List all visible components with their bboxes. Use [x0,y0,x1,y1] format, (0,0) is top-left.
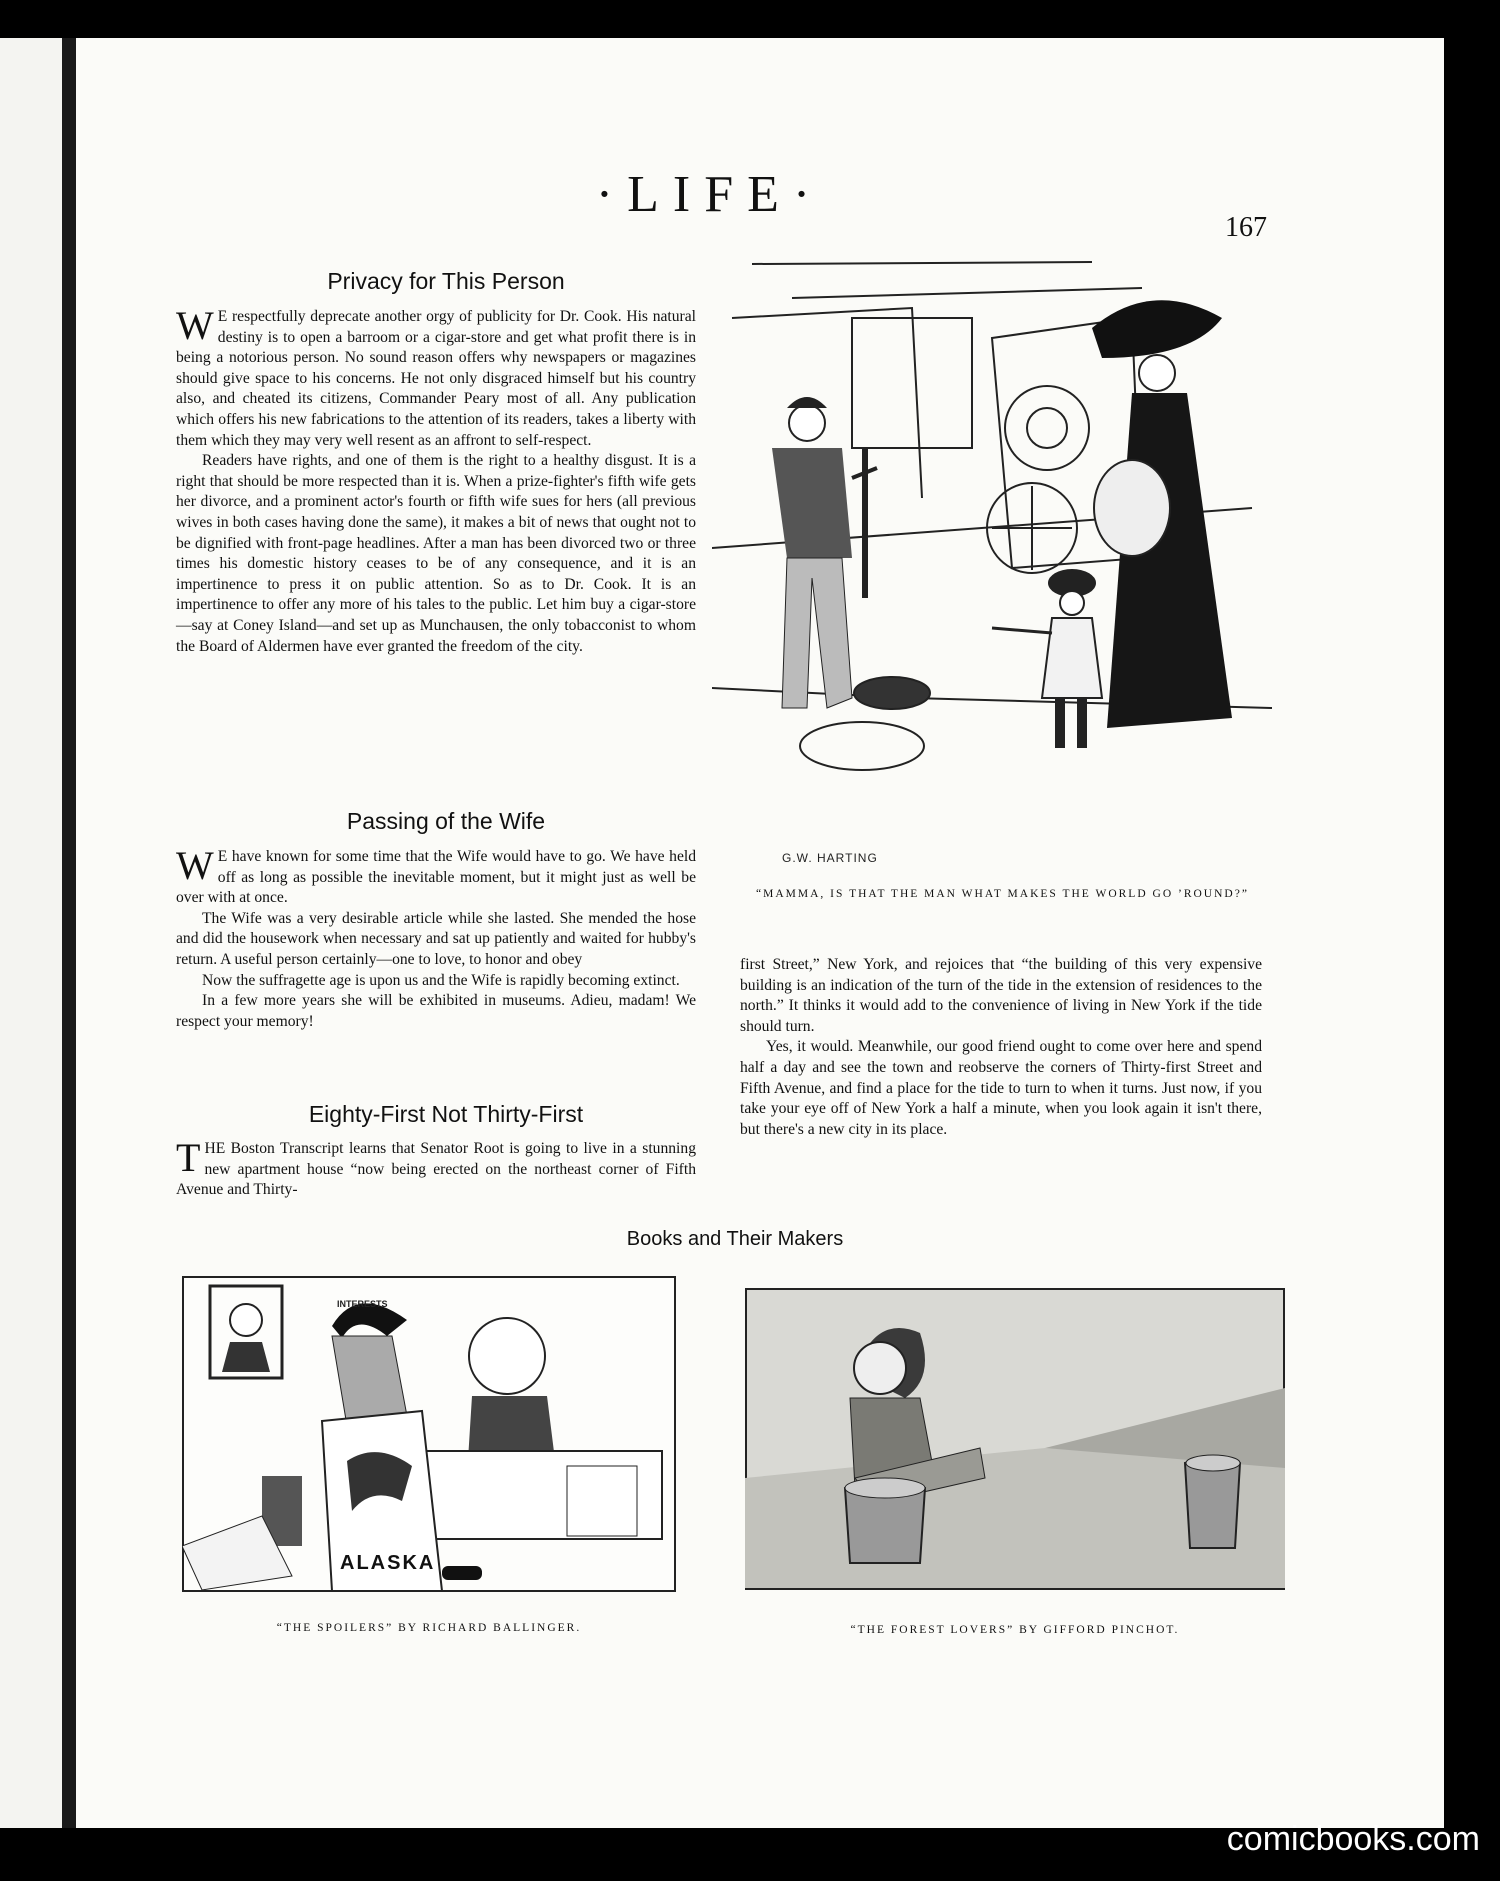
book-spine [62,38,76,1828]
paragraph: E respectfully deprecate another orgy of publicity for Dr. Cook. His natural destiny is to open a barroom or a cigar-store and get what profit there is in being a notorious person. No sound reason offers why newspapers or magazines should give space to his concerns. He not only disgraced himself but his country also, and cheated its citizens, Commander Peary most of all. Any publication which offers his new fabrications to the attention of its readers, takes a liberty with them which they may very well resent as an affront to self-respect. [176,308,696,449]
article-title-wife: Passing of the Wife [346,808,546,834]
article-title-eighty-first: Eighty-First Not Thirty-First [308,1101,584,1127]
facing-page-edge [0,38,62,1828]
article-title-privacy: Privacy for This Person [327,268,565,294]
paragraph: In a few more years she will be exhibited in museums. Adieu, madam! We respect your memory! [176,992,696,1030]
paragraph: HE Boston Transcript learns that Senator Root is going to live in a stunning new apartment house “now being erected on the northeast corner of Fifth Avenue and Thirty- [176,1140,696,1199]
cartoon-illustration [712,258,1272,873]
interests-label: INTERESTS [337,1299,388,1309]
dropcap: W [176,303,214,348]
paragraph: first Street,” New York, and rejoices that “the building of this very expensive building is an indication of the turn of the tide in the extension of residences to the north.” It thinks it would add to the convenience of living in New York if the tide should turn. [740,956,1262,1035]
organ-grinder-figure [772,397,877,708]
books-section-title: Books and Their Makers [626,1228,844,1250]
dropcap: W [176,843,214,888]
forest-lovers-caption: “THE FOREST LOVERS” BY GIFFORD PINCHOT. [850,1624,1180,1636]
woman-figure [1092,300,1232,728]
forest-lovers-cartoon [745,1288,1285,1590]
article-body-eighty-first-right [740,955,1262,1140]
paragraph: E have known for some time that the Wife would have to go. We have held off as long as possible the inevitable moment, but it might just as well be over with at once. [176,848,696,907]
watermark: comicbooks.com [1226,1820,1480,1858]
cartoon-caption: “MAMMA, IS THAT THE MAN WHAT MAKES THE WORLD GO ’ROUND?” [756,888,1249,900]
paragraph: Now the suffragette age is upon us and the Wife is rapidly becoming extinct. [202,971,680,989]
cartoon-signature: G.W. HARTING [782,851,878,865]
paragraph: Yes, it would. Meanwhile, our good friend ought to come over here and spend half a day and see the town and reobserve the corners of Thirty-first Street and Fifth Avenue, and find a place for the tide to turn to when it turns. Just now, if you take your eye off of New York a half a minute, when you look again it isn't there, but there's a new city in its place. [740,1038,1262,1138]
spoilers-cartoon [182,1276,676,1592]
article-body-privacy [176,303,696,657]
page-number: 167 [1225,212,1267,243]
alaska-label: ALASKA [340,1552,436,1574]
paragraph: The Wife was a very desirable article while she lasted. She mended the hose and did the housework when necessary and sat up patiently and waited for hubby's return. A useful person certainly—one to love, to honor and obey [176,909,696,968]
article-body-wife [176,843,696,1032]
article-body-eighty-first-left [176,1135,696,1201]
child-figure [992,569,1102,748]
masthead: ·LIFE· [595,166,825,223]
spoilers-caption: “THE SPOILERS” BY RICHARD BALLINGER. [276,1622,582,1634]
paragraph: Readers have rights, and one of them is the right to a healthy disgust. It is a right that should be more respected than it is. When a prize-fighter's fifth wife gets her divorce, and a prominent actor's fourth or fifth wife sues for hers (all previous wives in both cases having done the same), it makes a bit of news that ought not to be dignified with front-page headlines. After a man has been divorced two or three times his domestic history ceases to be of any consequence, and it is an impertinence to press it on public attention. So as to Dr. Cook. It is an impertinence to offer any more of his tales to the public. Let him buy a cigar-store—say at Coney Island—and set up as Munchausen, the only tobacconist to whom the Board of Aldermen have ever granted the freedom of the city. [176,452,696,655]
dropcap: T [176,1135,201,1180]
